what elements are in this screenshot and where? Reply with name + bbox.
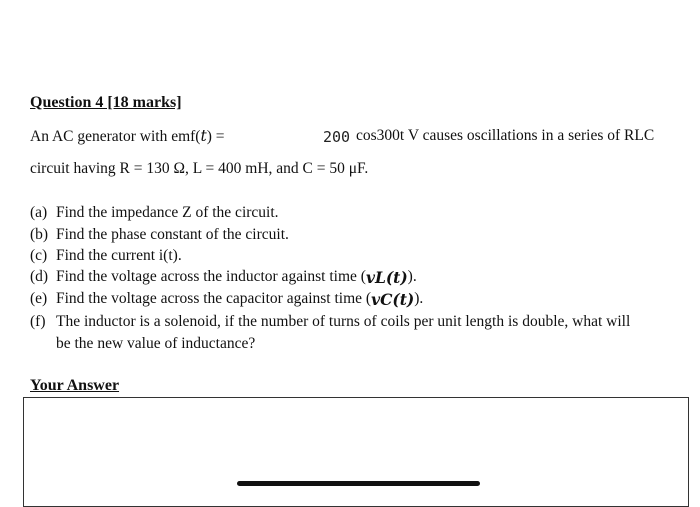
- part-label: (e): [30, 290, 48, 307]
- handwritten-amplitude: 200: [323, 128, 351, 146]
- part-text-after: ).: [414, 290, 424, 307]
- question-intro-line1: [30, 127, 224, 146]
- intro-eq: ) =: [206, 128, 225, 145]
- part-d: [30, 268, 417, 287]
- part-math: vC(t): [371, 290, 415, 309]
- part-f: [30, 313, 630, 331]
- part-label: (a): [30, 204, 48, 221]
- part-text-after: ).: [407, 268, 417, 285]
- home-indicator-bar[interactable]: [237, 481, 480, 486]
- part-a: [30, 204, 279, 222]
- question-title: Question 4 [18 marks]: [30, 94, 182, 111]
- intro-t: t: [200, 127, 207, 145]
- part-label: (d): [30, 268, 49, 285]
- part-text-before: Find the voltage across the capacitor against time (: [56, 290, 372, 307]
- part-label: (f): [30, 313, 46, 330]
- intro-suffix: cos300t V causes oscillations in a series of RLC: [356, 127, 655, 144]
- part-text: Find the impedance Z of the circuit.: [56, 204, 279, 221]
- part-e: [30, 290, 423, 309]
- answer-input-box[interactable]: [23, 397, 689, 507]
- part-f-continuation: be the new value of inductance?: [56, 335, 256, 352]
- part-text: Find the current i(t).: [56, 247, 182, 264]
- part-b: [30, 226, 289, 244]
- part-text: Find the phase constant of the circuit.: [56, 226, 289, 243]
- intro-prefix: An AC generator with emf(: [30, 128, 201, 145]
- part-label: (c): [30, 247, 48, 264]
- part-text: The inductor is a solenoid, if the number of turns of coils per unit length is double, what will: [56, 313, 631, 330]
- part-c: [30, 247, 182, 265]
- part-label: (b): [30, 226, 49, 243]
- part-math: vL(t): [365, 268, 408, 287]
- part-text-before: Find the voltage across the inductor against time (: [56, 268, 366, 285]
- question-intro-line2: circuit having R = 130 Ω, L = 400 mH, and C = 50 μF.: [30, 160, 369, 177]
- answer-label: Your Answer: [30, 377, 120, 394]
